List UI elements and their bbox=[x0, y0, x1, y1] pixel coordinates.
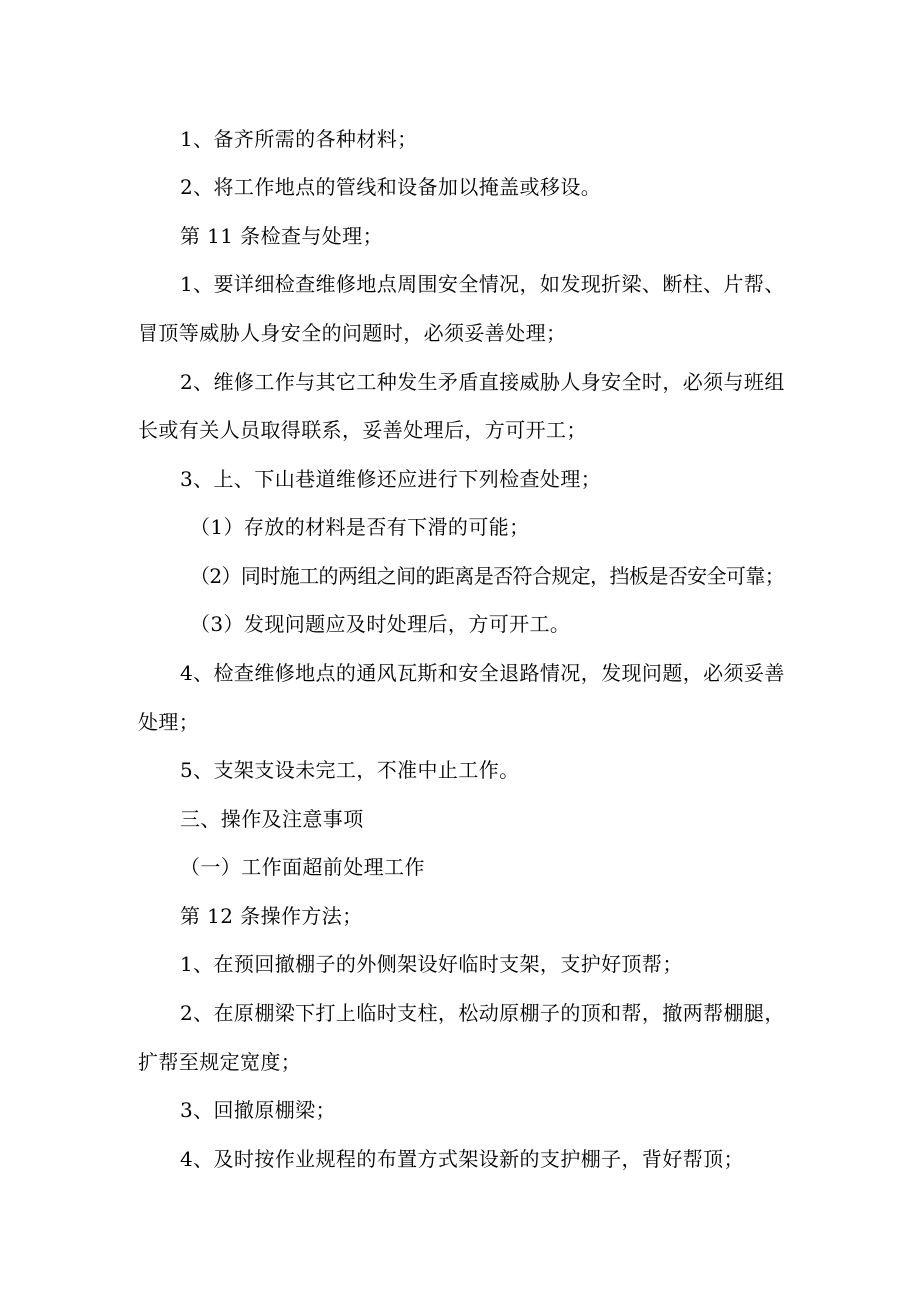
text-line: 长或有关人员取得联系，妥善处理后，方可开工； bbox=[138, 418, 587, 442]
section-heading: 第 11 条检查与处理； bbox=[180, 224, 383, 248]
text-line: （3）发现问题应及时处理后，方可开工。 bbox=[190, 612, 571, 636]
text-line: 3、回撤原棚梁； bbox=[180, 1098, 336, 1122]
text-line: 冒顶等威胁人身安全的问题时，必须妥善处理； bbox=[138, 321, 567, 345]
text-line: （2）同时施工的两组之间的距离是否符合规定，挡板是否安全可靠； bbox=[190, 564, 785, 588]
text-line: 2、维修工作与其它工种发生矛盾直接威胁人身安全时，必须与班组 bbox=[180, 370, 785, 394]
text-line: 1、备齐所需的各种材料； bbox=[180, 127, 418, 151]
text-line: 扩帮至规定宽度； bbox=[138, 1050, 302, 1074]
text-line: 4、检查维修地点的通风瓦斯和安全退路情况，发现问题，必须妥善 bbox=[180, 661, 785, 685]
text-line: 处理； bbox=[138, 710, 200, 734]
text-line: （1）存放的材料是否有下滑的可能； bbox=[190, 515, 530, 539]
text-line: 4、及时按作业规程的布置方式架设新的支护棚子，背好帮顶； bbox=[180, 1147, 744, 1171]
section-heading: 三、操作及注意事项 bbox=[180, 807, 364, 831]
text-line: 5、支架支设未完工，不准中止工作。 bbox=[180, 758, 520, 782]
subsection-heading: （一）工作面超前处理工作 bbox=[180, 855, 425, 879]
section-heading: 第 12 条操作方法； bbox=[180, 904, 363, 928]
text-line: 1、在预回撤棚子的外侧架设好临时支架，支护好顶帮； bbox=[180, 952, 683, 976]
text-line: 1、要详细检查维修地点周围安全情况，如发现折梁、断柱、片帮、 bbox=[180, 272, 785, 296]
text-line: 2、将工作地点的管线和设备加以掩盖或移设。 bbox=[180, 175, 602, 199]
text-line: 2、在原棚梁下打上临时支柱，松动原棚子的顶和帮，撤两帮棚腿， bbox=[180, 1001, 785, 1025]
text-line: 3、上、下山巷道维修还应进行下列检查处理； bbox=[180, 467, 602, 491]
